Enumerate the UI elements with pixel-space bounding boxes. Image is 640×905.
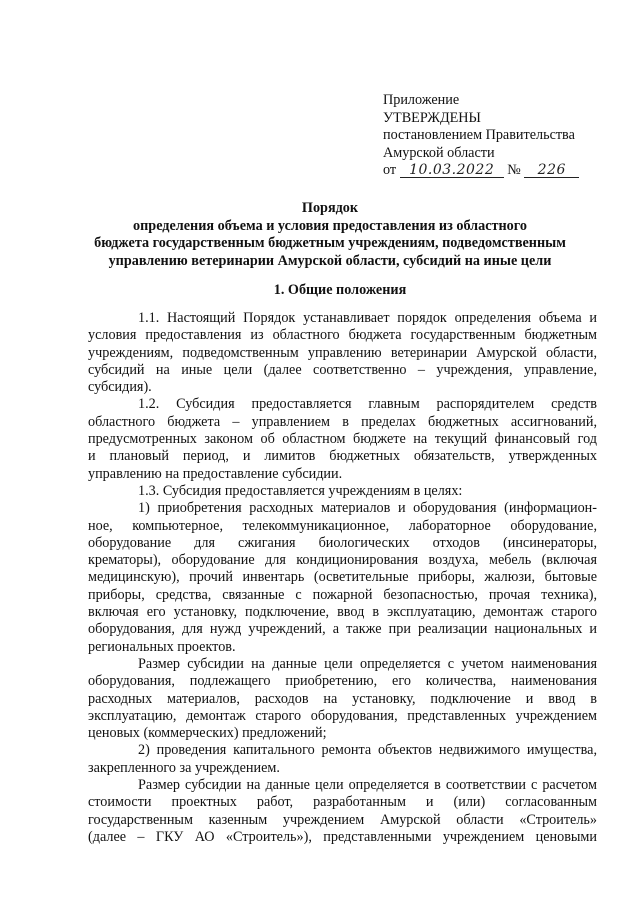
handwritten-number: 226 xyxy=(524,163,579,178)
text-line: эксплуатацию, демонтаж старого оборудования, представленных учреждением xyxy=(88,707,597,724)
number-label: № xyxy=(507,162,521,178)
text-line: Размер субсидии на данные цели определяется с учетом наименования xyxy=(138,655,597,672)
text-line: закрепленного за учреждением. xyxy=(88,759,280,776)
text-line: 1) приобретения расходных материалов и оборудования (информацион- xyxy=(138,500,597,517)
text-line: Размер субсидии на данные цели определяется в соответствии с расчетом xyxy=(138,777,597,794)
text-line: ценовых (коммерческих) предложений; xyxy=(88,725,327,742)
text-line: областного бюджета – управлением в пределах бюджетных ассигнований, xyxy=(88,413,597,430)
document-title xyxy=(90,200,570,270)
title-line: управлению ветеринарии Амурской области, субсидий на иные цели xyxy=(108,252,552,269)
title-line: определения объема и условия предоставления из областного xyxy=(133,217,527,234)
text-line: 1.1. Настоящий Порядок устанавливает порядок определения объема и xyxy=(138,310,597,326)
text-line: 1.3. Субсидия предоставляется учреждениям в целях: xyxy=(138,482,463,499)
text-line: (далее – ГКУ АО «Строитель»), представленными учреждением ценовыми xyxy=(88,828,597,845)
title-line: бюджета государственным бюджетным учреждениям, подведомственным xyxy=(94,235,566,251)
text-line: стоимости проектных работ, разработанным и (или) согласованным xyxy=(88,794,597,811)
document-body xyxy=(88,310,597,846)
text-line: и плановый период, и лимитов бюджетных обязательств, утвержденных xyxy=(88,448,597,465)
approved-label: УТВЕРЖДЕНЫ xyxy=(383,109,481,126)
title-line: Порядок xyxy=(301,200,359,216)
date-prefix: от xyxy=(383,162,397,178)
text-line: предусмотренных законом об областном бюджете на текущий финансовый год xyxy=(88,431,597,448)
text-line: государственным казенным учреждением Амурской области «Строитель» xyxy=(88,811,597,828)
text-line: оборудование для сжигания биологических отходов (инсинераторы, xyxy=(88,534,597,551)
section-heading: 1. Общие положения xyxy=(273,282,407,298)
appendix-label: Приложение xyxy=(383,92,460,108)
region-label: Амурской области xyxy=(383,144,495,161)
text-line: расходных материалов, расходов на установку, подключение и ввод в xyxy=(88,690,597,707)
text-line: медицинскую), прочий инвентарь (осветительные приборы, жалюзи, бытовые xyxy=(88,569,597,586)
text-line: региональных проектов. xyxy=(88,638,236,655)
text-line: включая его установку, подключение, ввод в эксплуатацию, демонтаж старого xyxy=(88,604,597,621)
text-line: оборудования, подлежащего приобретению, его количества, наименования xyxy=(88,673,597,690)
resolution-label: постановлением Правительства xyxy=(383,127,575,143)
text-line: 2) проведения капитального ремонта объектов недвижимого имущества, xyxy=(138,742,597,759)
text-line: оборудования, для нужд учреждений, а также при реализации национальных и xyxy=(88,621,597,638)
text-line: приборы, средства, связанные с пожарной безопасностью, прочая техника), xyxy=(88,586,597,603)
text-line: ное, компьютерное, телекоммуникационное, лабораторное оборудование, xyxy=(88,517,597,534)
text-line: учреждениям, подведомственным управлению ветеринарии Амурской области, xyxy=(88,344,597,361)
text-line: субсидий на иные цели (далее соответственно – учреждения, управление, xyxy=(88,361,597,378)
date-number-line xyxy=(383,162,613,180)
text-line: управлению на предоставление субсидии. xyxy=(88,465,343,482)
text-line: условия предоставления из областного бюджета государственным бюджетным xyxy=(88,327,597,344)
approval-block xyxy=(383,92,613,180)
text-line: крематоры), оборудование для кондиционирования воздуха, мебель (включая xyxy=(88,552,597,569)
text-line: 1.2. Субсидия предоставляется главным распорядителем средств xyxy=(138,396,597,413)
text-line: субсидия). xyxy=(88,379,152,396)
handwritten-date: 10.03.2022 xyxy=(400,163,504,178)
